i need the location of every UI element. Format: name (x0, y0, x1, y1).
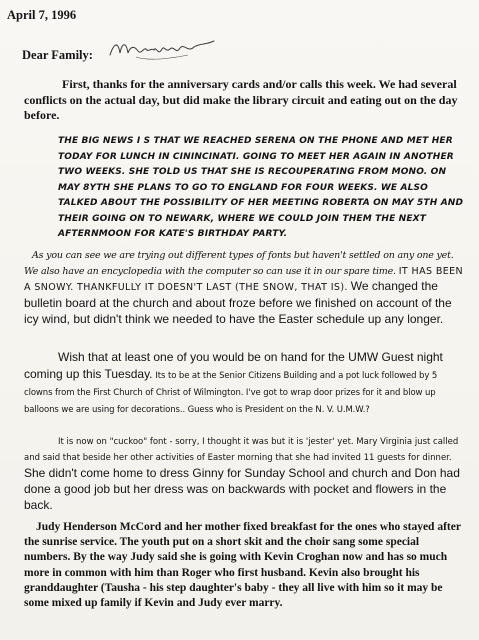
paragraph-mary-virginia (24, 434, 464, 514)
paragraph-umw-guest-night (24, 349, 464, 418)
umw-sentence: Wish that at least one of you would be on hand for the UMW Guest night coming up this Tuesday. (24, 350, 443, 381)
salutation: Dear Family: (22, 48, 93, 62)
paragraph-fonts-snow (24, 248, 464, 329)
ginny-dress-sentence: She didn't come home to dress Ginny for Sunday School and church and Don had done a good job but her dress was on backwards with pocket and flowers in the back. (24, 466, 460, 512)
paragraph-anniversary: First, thanks for the anniversary cards and/or calls this week. We had several conflicts on the actual day, but did make the library circuit and eating out on the day before. (24, 77, 458, 122)
cuckoo-font-sentence: It is now on "cuckoo" font - sorry, I thought it was but it is 'jester' yet. Mary Virginia just called and said that beside her other activities of Easter morning that she had invited 11 guests for dinner. (24, 437, 459, 463)
paragraph-big-news: THE BIG NEWS I S THAT WE REACHED SERENA ON THE PHONE AND MET HER TODAY FOR LUNCH IN CININCINATI. GOING TO MEET HER AGAIN IN ANOTHER TWO WEEKS. SHE TOLD US THAT SHE IS RECOUPERATING FROM MONO. ON MAY 8YTH SHE PLANS TO GO TO ENGLAND FOR FOUR WEEKS. WE ALSO TALKED ABOUT THE POSSIBILITY OF HER MEETING ROBERTA ON MAY 5TH AND THEIR GOING ON TO NEWARK, WHERE WE COULD JOIN THEM THE NEXT AFTERNMOON FOR KATE'S BIRTHDAY PARTY. (58, 136, 464, 239)
handwritten-signature (108, 33, 218, 65)
fonts-sentence: As you can see we are trying out different types of fonts but haven't settled on any one yet. We also have an encyclopedia with the computer so can use it in our spare time. (24, 250, 454, 277)
senior-citizens-sentence: Its to be at the Senior Citizens Building and a pot luck followed by 5 clowns from the First Church of Christ of Wilmington. I've got to wrap door prizes for it and blow up balloons we are using for decorations.. Guess who is President on the N. V. U.M.W.? (24, 371, 438, 415)
letter-date: April 7, 1996 (7, 8, 77, 22)
paragraph-judy-kevin: Judy Henderson McCord and her mother fixed breakfast for the ones who stayed after the sunrise service. The youth put on a short skit and the choir sang some special numbers. By the way Judy said she is going with Kevin Croghan now and has so much more in common with him than Roger who first husband. Kevin also brought his granddaughter (Tausha - his step daughter's baby - they all live with him so it may be some mixed up family if Kevin and Judy ever marry. (24, 521, 461, 610)
snow-sentence: IT HAS BEEN A SNOWY. THANKFULLY IT DOESN'T LAST (THE SNOW, THAT IS). (24, 265, 464, 293)
bulletin-board-sentence: We changed the bulletin board at the church and about froze before we finished on account of the icy wind, but didn't think we needed to have the Easter schedule up any longer. (24, 279, 452, 326)
